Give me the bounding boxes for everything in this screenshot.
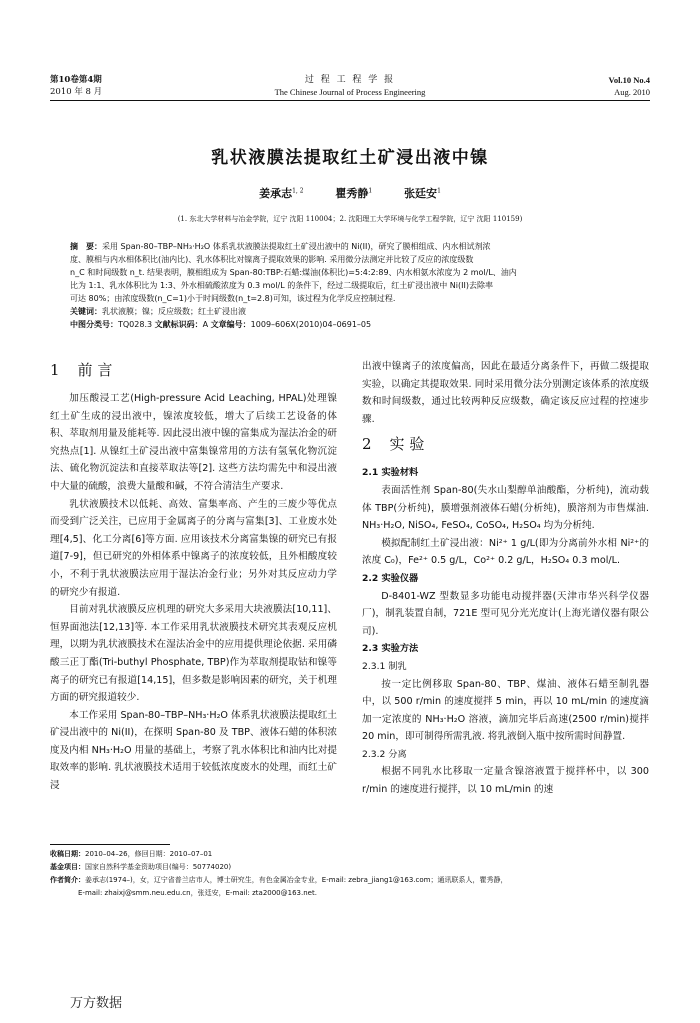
paragraph: 加压酸浸工艺(High-pressure Acid Leaching, HPAL)处理镍红土矿生成的浸出液中，镍浓度较低，增大了后续工艺设备的体积、萃取剂用量及能耗等. 因此浸出液中镍的富集成为湿法冶金的研究热点[1]. 从镍红土矿浸出液中富集镍常用的方法有氢氧化物沉淀法、硫化物沉淀法和直接萃取法等[2]. 这些方法均需先中和浸出液中大量的硫酸，浪费大量酸和碱，不符合清洁生产要求. <box>50 393 337 492</box>
author: 张廷安$^1$ <box>404 187 441 200</box>
header-center <box>50 74 650 98</box>
paper-title: 乳状液膜法提取红土矿浸出液中镍 <box>211 148 489 168</box>
header-journal-cn: 过 程 工 程 学 报 <box>304 75 396 85</box>
footnote <box>50 848 650 900</box>
author: 姜承志$^{1, 2}$ <box>259 187 304 200</box>
paragraph: D-8401-WZ 型数显多功能电动搅拌器(天津市华兴科学仪器厂)，制乳装置自制，721E 型可见分光光度计(上海光谱仪器有限公司). <box>362 590 649 637</box>
author: 瞿秀静$^1$ <box>335 187 373 200</box>
header-volume-en: Vol.10 No.4 <box>608 75 650 85</box>
paragraph: 表面活性剂 Span-80(失水山梨醇单油酸酯，分析纯)，流动载体 TBP(分析纯)，膜增强剂液体石蜡(分析纯)，膜溶剂为市售煤油. NH₃·H₂O, NiSO₄, FeSO₄, CoSO₄, H₂SO₄ 均为分析纯. <box>362 484 649 532</box>
header-rule <box>50 100 650 101</box>
received-date: 收稿日期：2010–04–26，修回日期：2010–07–01 <box>50 850 213 858</box>
left-column <box>50 358 337 795</box>
header-right <box>609 74 650 98</box>
affiliation: (1. 东北大学材料与冶金学院，辽宁 沈阳 110004；2. 沈阳理工大学环境与化学工程学院，辽宁 沈阳 110159) <box>177 215 523 223</box>
abstract-line: n_C 和时间级数 n_t. 结果表明，膜相组成为 Span-80:TBP:石蜡:煤油(体积比)=5:4:2:89、内水相氨水浓度为 2 mol/L、油内 <box>70 268 517 277</box>
right-column <box>362 358 649 799</box>
paragraph: 按一定比例移取 Span-80、TBP、煤油、液体石蜡至制乳器中，以 500 r/min 的速度搅拌 5 min，再以 10 mL/min 的速度滴加一定浓度的 NH₃·H₂O 溶液，滴加完毕后高速(2500 r/min)搅拌 20 min，即可制得所需乳液. 将乳液倒入瓶中按所需时间静置. <box>362 678 649 743</box>
abstract-line: 摘 要：采用 Span-80–TBP–NH₃·H₂O 体系乳状液膜法提取红土矿浸出液中的 Ni(II)，研究了膜相组成、内水相试剂浓 <box>70 242 491 251</box>
paragraph: 根据不同乳水比移取一定量含镍溶液置于搅拌杯中，以 300 r/min 的速度进行搅拌，以 10 mL/min 的速 <box>362 766 649 796</box>
paragraph: 乳状液膜技术以低耗、高效、富集率高、产生的三废少等优点而受到广泛关注，已应用于金属离子的分离与富集[3]、工业废水处理[4,5]、化工分离[6]等方面. 应用该技术分离富集镍的研究已有报道[7-9]，但已研究的外相体系中镍离子的浓度较低，且外相酸度较小，不利于乳状液膜法应用于湿法冶金行业；另外对其反应动力学的研究少有报道. <box>50 498 337 598</box>
paragraph: 本工作采用 Span-80–TBP–NH₃·H₂O 体系乳状液膜法提取红土矿浸出液中的 Ni(II)，在探明 Span-80 及 TBP、液体石蜡的体积浓度及内相 NH₃·H₂O 用量的基础上，考察了乳水体积比和油内比对提取效率的影响. 乳状液膜技术适用于较低浓度废水的处理，而红土矿浸 <box>50 709 337 792</box>
watermark-text: 万方数据 <box>70 996 123 1011</box>
subsubsection-heading: 2.3.1 制乳 <box>362 660 407 672</box>
subsection-heading: 2.2 实验仪器 <box>362 572 419 584</box>
abstract-line: 可达 80%；由浓度级数(n_C=1)小于时间级数(n_t=2.8)可知，该过程为化学反应控制过程. <box>70 294 396 303</box>
running-header <box>50 72 650 102</box>
header-date-en: Aug. 2010 <box>614 87 650 97</box>
article-number: 文章编号：1009–606X(2010)04–0691–05 <box>210 320 372 329</box>
clc-number: 中图分类号：TQ028.3 <box>70 320 153 329</box>
keywords: 关键词：乳状液膜；镍；反应级数；红土矿浸出液 <box>70 307 246 316</box>
header-journal-en: The Chinese Journal of Process Engineering <box>274 87 426 97</box>
abstract-line: 度、膜相与内水相体积比(油内比)、乳水体积比对镍离子提取效果的影响. 采用微分法测定并比较了反应的浓度级数 <box>70 255 474 264</box>
author-info: 作者简介：姜承志(1974–)，女，辽宁省普兰店市人，博士研究生，有色金属冶金专业，E-mail: zebra_jiang1@163.com；通讯联系人，瞿秀静， <box>50 876 508 884</box>
funding: 基金项目：国家自然科学基金资助项目(编号：50774020) <box>50 863 232 871</box>
author-emails: E-mail: zhaixj@smm.neu.edu.cn，张廷安，E-mail: zta2000@163.net. <box>78 889 317 897</box>
subsection-heading: 2.3 实验方法 <box>362 643 419 655</box>
section-heading: 1 前 言 <box>50 361 113 379</box>
abstract <box>70 240 630 331</box>
document-code: 文献标识码：A <box>154 320 209 329</box>
paragraph: 出液中镍离子的浓度偏高，因此在最适分离条件下，再做二级提取实验，以确定其提取效果. 同时采用微分法分别测定该体系的浓度级数和时间级数，通过比较两种反应级数，确定该反应过程的控速步骤. <box>362 361 649 425</box>
paragraph: 模拟配制红土矿浸出液：Ni²⁺ 1 g/L(即为分离前外水相 Ni²⁺的浓度 C₀)，Fe²⁺ 0.5 g/L，Co²⁺ 0.2 g/L，H₂SO₄ 0.3 mol/L. <box>362 537 649 567</box>
header-volume-cn: 第10卷第4期 <box>50 75 102 85</box>
header-date-cn: 2010 年 8 月 <box>50 87 103 97</box>
author-list <box>0 185 700 201</box>
subsection-heading: 2.1 实验材料 <box>362 467 419 479</box>
paragraph: 目前对乳状液膜反应机理的研究大多采用大块液膜法[10,11]、恒界面池法[12,13]等. 本工作采用乳状液膜技术研究其表观反应机理，以期为乳状液膜技术在湿法冶金中的应用提供理论依据. 采用磷酸三正丁酯(Tri-buthyl Phosphate, TBP)作为萃取剂提取钴和镍等离子的研究已有报道[14,15]，但多数是影响因素的研究，关于机理方面的研究报道较少. <box>50 604 337 704</box>
subsubsection-heading: 2.3.2 分离 <box>362 748 407 760</box>
abstract-line: 比为 1:1、乳水体积比为 1:3、外水相硫酸浓度为 0.3 mol/L 的条件下，经过二级提取后，红土矿浸出液中 Ni(II)去除率 <box>70 281 493 290</box>
classification-line <box>70 318 630 331</box>
footnote-rule <box>50 844 170 845</box>
section-heading: 2 实 验 <box>362 435 425 454</box>
